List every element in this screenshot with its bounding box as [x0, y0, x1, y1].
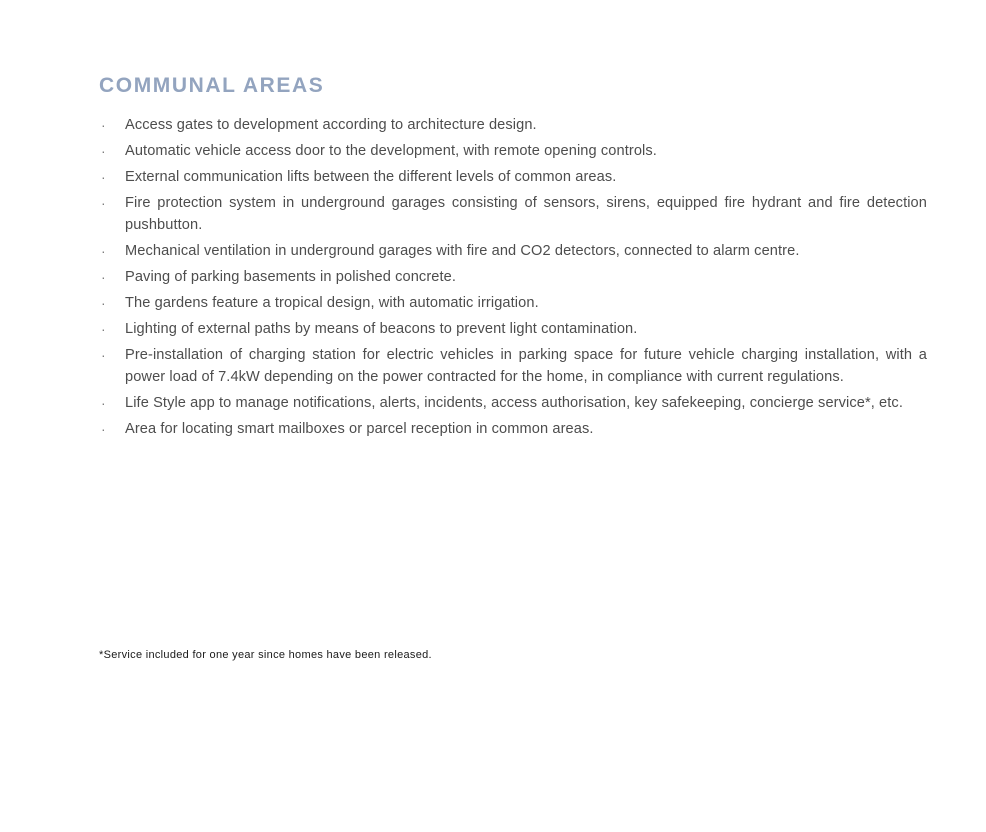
bullet-dot-icon: · — [101, 421, 106, 437]
list-item — [99, 192, 927, 236]
bullet-dot-icon: · — [101, 347, 106, 363]
list-item — [99, 240, 927, 262]
footnote: *Service included for one year since homes have been released. — [99, 649, 432, 661]
bullet-text: Area for locating smart mailboxes or parcel reception in common areas. — [125, 421, 594, 437]
bullet-text: Mechanical ventilation in underground garages with fire and CO2 detectors, connected to alarm centre. — [125, 243, 800, 259]
bullet-dot-icon: · — [101, 269, 106, 285]
content-area — [99, 74, 927, 444]
list-item — [99, 344, 927, 388]
bullet-text: Automatic vehicle access door to the development, with remote opening controls. — [125, 143, 657, 159]
bullet-dot-icon: · — [101, 169, 106, 185]
bullet-dot-icon: · — [101, 295, 106, 311]
bullet-dot-icon: · — [101, 195, 106, 211]
bullet-text: External communication lifts between the different levels of common areas. — [125, 169, 617, 185]
list-item — [99, 418, 927, 440]
list-item — [99, 166, 927, 188]
bullet-text: Life Style app to manage notifications, alerts, incidents, access authorisation, key safekeeping, concierge service*, etc. — [125, 395, 903, 411]
bullet-dot-icon: · — [101, 143, 106, 159]
bullet-text: The gardens feature a tropical design, with automatic irrigation. — [125, 295, 539, 311]
bullet-text: Paving of parking basements in polished concrete. — [125, 269, 457, 285]
bullet-text: Lighting of external paths by means of beacons to prevent light contamination. — [125, 321, 638, 337]
list-item — [99, 114, 927, 136]
list-item — [99, 266, 927, 288]
list-item — [99, 318, 927, 340]
bullet-list — [99, 114, 927, 440]
bullet-text: Pre-installation of charging station for electric vehicles in parking space for future vehicle charging installation, with a power load of 7.4kW depending on the power contracted for the home, in compliance with current regulations. — [125, 347, 927, 385]
bullet-dot-icon: · — [101, 117, 106, 133]
bullet-dot-icon: · — [101, 243, 106, 259]
list-item — [99, 392, 927, 414]
bullet-dot-icon: · — [101, 321, 106, 337]
list-item — [99, 140, 927, 162]
page-title: COMMUNAL AREAS — [99, 74, 325, 97]
bullet-dot-icon: · — [101, 395, 106, 411]
bullet-text: Access gates to development according to architecture design. — [125, 117, 537, 133]
bullet-text: Fire protection system in underground garages consisting of sensors, sirens, equipped fire hydrant and fire detection pushbutton. — [125, 195, 927, 233]
list-item — [99, 292, 927, 314]
